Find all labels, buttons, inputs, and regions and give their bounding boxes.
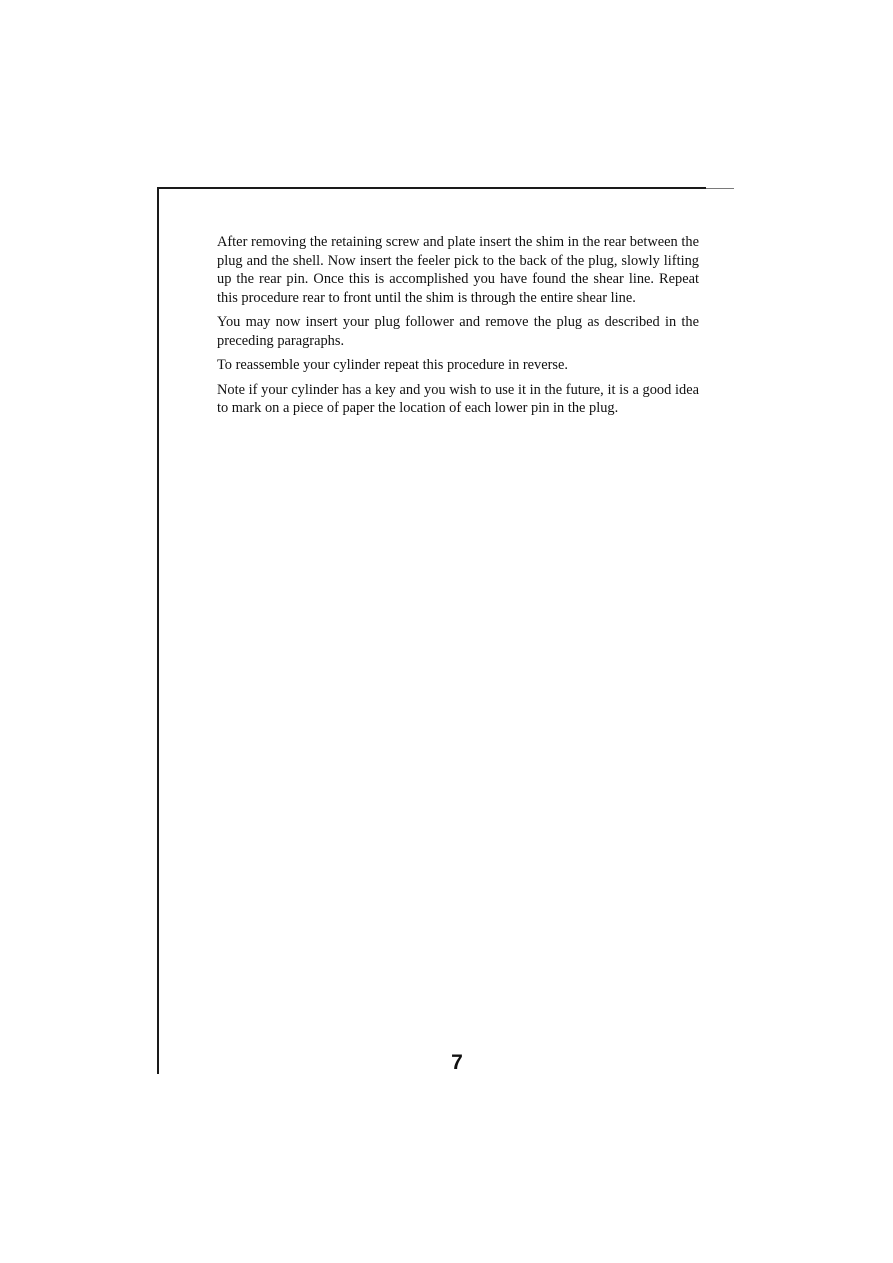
paragraph-plug-follower: You may now insert your plug follower and remove the plug as described in the preceding paragraphs. — [217, 314, 699, 349]
left-rule — [157, 187, 159, 1074]
paragraph-shim-procedure: After removing the retaining screw and plate insert the shim in the rear between the plug and the shell. Now insert the feeler pick to the back of the plug, slowly lifting up the rear pin. Once this is accomplished you have found the shear line. Repeat this procedure rear to front until the shim is through the entire shear line. — [217, 234, 699, 306]
page-number: 7 — [451, 1051, 463, 1074]
paragraph-key-note: Note if your cylinder has a key and you wish to use it in the future, it is a good idea to mark on a piece of paper the location of each lower pin in the plug. — [217, 381, 699, 416]
paragraph-reassemble: To reassemble your cylinder repeat this procedure in reverse. — [217, 357, 569, 373]
body-text — [217, 233, 699, 424]
top-rule-tail — [706, 188, 734, 189]
top-rule — [158, 187, 706, 189]
